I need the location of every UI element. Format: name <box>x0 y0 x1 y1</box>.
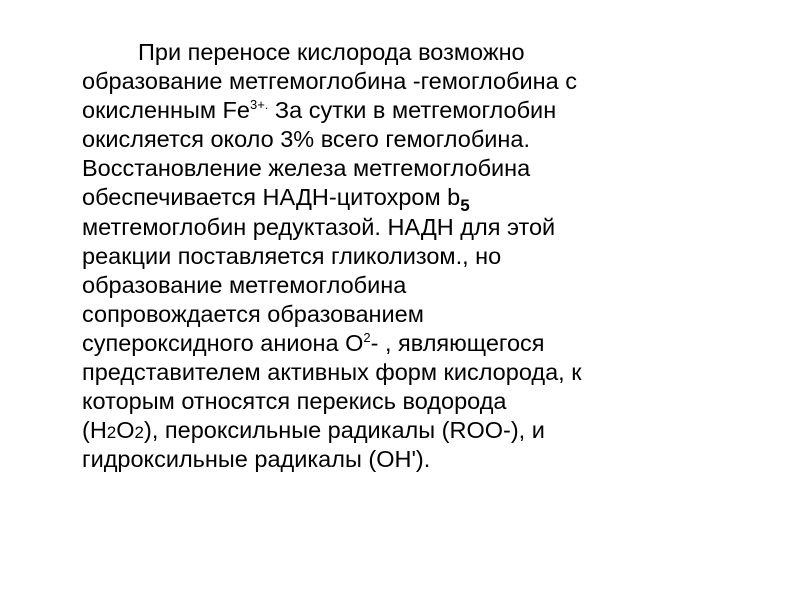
text-line <box>82 183 782 216</box>
text-line <box>82 358 782 387</box>
text-line <box>82 67 782 96</box>
text-line <box>82 387 782 416</box>
oxygen-subscript: 2 <box>134 423 145 443</box>
text-line <box>82 125 782 154</box>
text-line <box>82 38 782 67</box>
text-line-8: реакции поставляется гликолизом., но <box>82 242 502 269</box>
text-line-5: Восстановление железа метгемоглобина <box>82 155 531 182</box>
text-line-4: окисляется около 3% всего гемоглобина. <box>82 126 531 153</box>
text-line-12: представителем активных форм кислорода, к <box>82 359 582 386</box>
text-line-7: метгемоглобин редуктазой. НАДН для этой <box>82 213 556 240</box>
cytochrome-subscript: 5 <box>460 196 470 216</box>
text-line-1: При переносе кислорода возможно <box>138 39 525 65</box>
text-line-14-part-c: ), пероксильные радикалы (ROO-), и <box>144 417 545 444</box>
text-line <box>82 271 782 300</box>
text-line <box>82 242 782 271</box>
text-line <box>82 329 782 358</box>
iron-charge-superscript: 3+. <box>249 97 269 113</box>
text-line-3-part-a: окисленным Fe <box>82 97 250 124</box>
text-line <box>82 154 782 183</box>
body-paragraph <box>82 38 782 474</box>
text-line-2: образование метгемоглобина -гемоглобина с <box>82 68 577 95</box>
text-line <box>82 300 782 329</box>
text-line <box>82 416 782 445</box>
text-line-11-part-b: - , являющегося <box>370 329 545 356</box>
text-line-11-part-a: супероксидного аниона O <box>82 329 364 356</box>
superoxide-superscript: 2 <box>363 329 371 345</box>
text-line-15: гидроксильные радикалы (OH'). <box>82 446 431 473</box>
text-line-10: сопровождается образованием <box>82 300 424 327</box>
text-line-14-part-b: O <box>116 417 135 444</box>
text-line-3-part-b: За сутки в метгемоглобин <box>268 97 557 124</box>
text-line-13: которым относятся перекись водорода <box>82 388 507 415</box>
text-line <box>82 213 782 242</box>
text-line <box>82 96 782 125</box>
text-line-9: образование метгемоглобина <box>82 271 407 298</box>
text-line <box>82 445 782 474</box>
hydrogen-subscript: 2 <box>106 423 117 443</box>
text-line-6-part-a: обеспечивается НАДН-цитохром b <box>82 184 461 211</box>
text-line-14-part-a: (H <box>82 417 107 444</box>
